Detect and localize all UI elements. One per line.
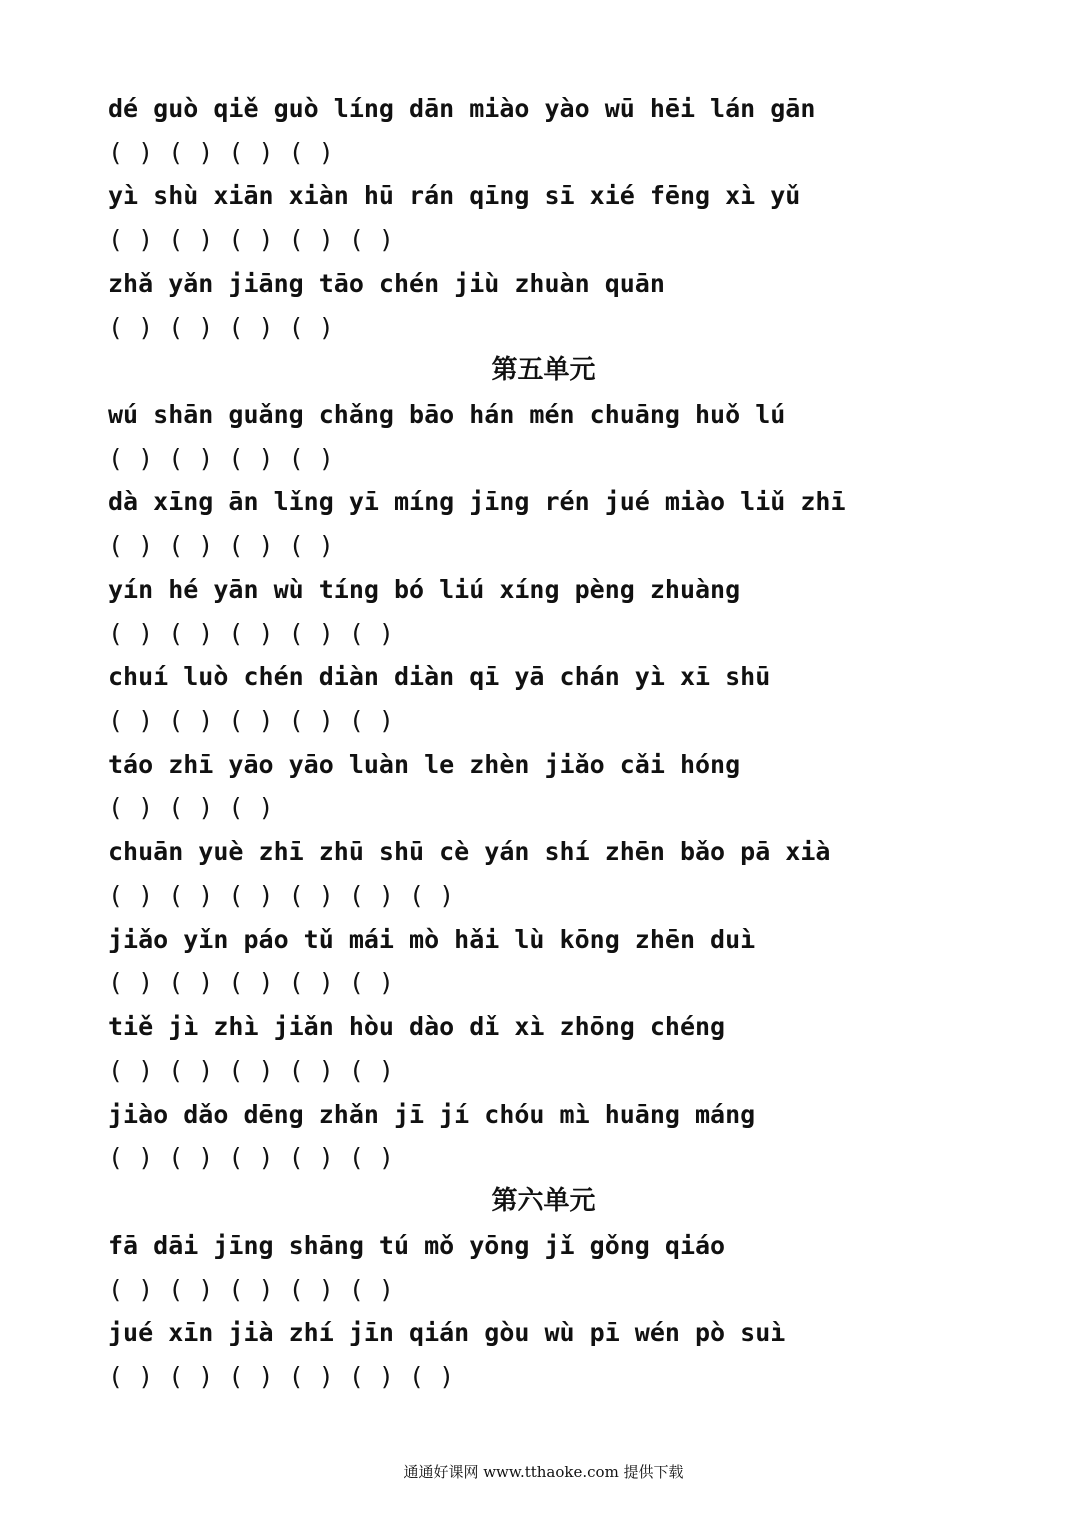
answer-blanks-row: ( ) ( ) ( ) ( ) [108, 531, 334, 560]
pinyin-row: jué xīn jià zhí jīn qián gòu wù pī wén pò suì [108, 1318, 786, 1347]
answer-blanks-row: ( ) ( ) ( ) ( ) ( ) [108, 968, 394, 997]
answer-blanks-row: ( ) ( ) ( ) ( ) ( ) [108, 619, 394, 648]
section-heading-unit-6: 第六单元 [491, 1186, 596, 1216]
pinyin-row: fā dāi jīng shāng tú mǒ yōng jǐ gǒng qiáo [108, 1231, 726, 1260]
pinyin-row: tiě jì zhì jiǎn hòu dào dǐ xì zhōng chéng [108, 1012, 726, 1041]
pinyin-row: zhǎ yǎn jiāng tāo chén jiù zhuàn quān [108, 269, 665, 298]
answer-blanks-row: ( ) ( ) ( ) ( ) [108, 313, 334, 342]
answer-blanks-row: ( ) ( ) ( ) ( ) ( ) [108, 706, 394, 735]
pinyin-row: dà xīng ān lǐng yī míng jīng rén jué miào liǔ zhī [108, 487, 846, 516]
answer-blanks-row: ( ) ( ) ( ) ( ) ( ) ( ) [108, 1362, 455, 1391]
pinyin-row: jiào dǎo dēng zhǎn jī jí chóu mì huāng máng [108, 1100, 756, 1129]
answer-blanks-row: ( ) ( ) ( ) ( ) ( ) [108, 225, 394, 254]
pinyin-row: táo zhī yāo yāo luàn le zhèn jiǎo cǎi hóng [108, 750, 741, 779]
answer-blanks-row: ( ) ( ) ( ) ( ) ( ) [108, 1143, 394, 1172]
pinyin-row: yì shù xiān xiàn hū rán qīng sī xié fēng xì yǔ [108, 181, 801, 210]
pinyin-row: jiǎo yǐn páo tǔ mái mò hǎi lù kōng zhēn duì [108, 925, 756, 954]
pinyin-row: dé guò qiě guò líng dān miào yào wū hēi lán gān [108, 94, 816, 123]
pinyin-row: yín hé yān wù tíng bó liú xíng pèng zhuàng [108, 575, 741, 604]
answer-blanks-row: ( ) ( ) ( ) ( ) [108, 138, 334, 167]
page-footer-credit: 通通好课网 www.tthaoke.com 提供下载 [403, 1463, 684, 1481]
answer-blanks-row: ( ) ( ) ( ) ( ) ( ) [108, 1275, 394, 1304]
answer-blanks-row: ( ) ( ) ( ) ( ) ( ) ( ) [108, 881, 455, 910]
pinyin-row: wú shān guǎng chǎng bāo hán mén chuāng huǒ lú [108, 400, 786, 429]
pinyin-row: chuān yuè zhī zhū shū cè yán shí zhēn bǎo pā xià [108, 837, 831, 866]
answer-blanks-row: ( ) ( ) ( ) ( ) ( ) [108, 1056, 394, 1085]
answer-blanks-row: ( ) ( ) ( ) [108, 793, 274, 822]
section-heading-unit-5: 第五单元 [491, 355, 596, 385]
pinyin-row: chuí luò chén diàn diàn qī yā chán yì xī shū [108, 662, 771, 691]
answer-blanks-row: ( ) ( ) ( ) ( ) [108, 444, 334, 473]
